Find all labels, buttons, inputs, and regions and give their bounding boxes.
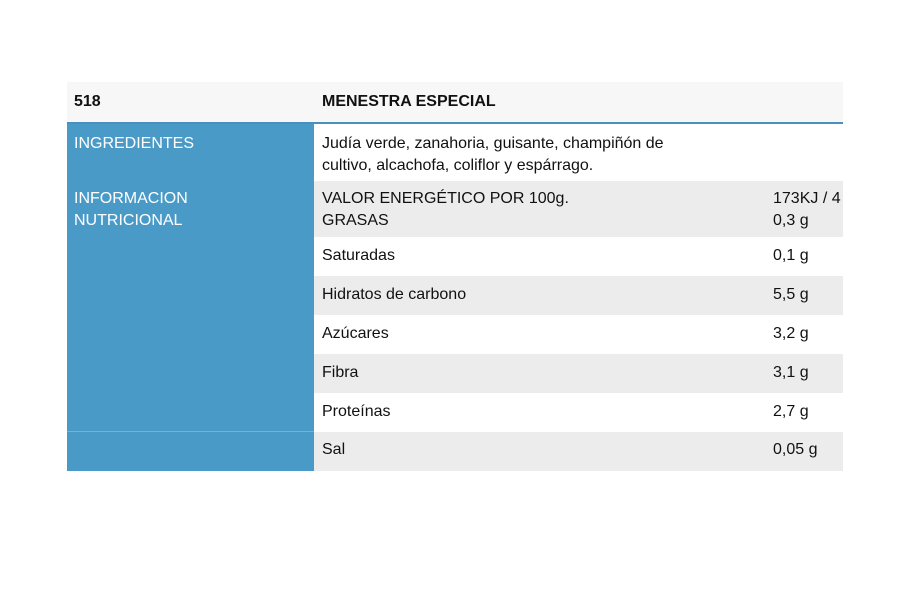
saturated-label: Saturadas [322, 247, 395, 264]
product-code: 518 [74, 93, 101, 110]
nutrition-row-saturated [314, 237, 843, 276]
nutrition-row-protein [314, 393, 843, 432]
fiber-label: Fibra [322, 364, 359, 381]
ingredients-line: Judía verde, zanahoria, guisante, champiñón de [322, 135, 664, 152]
energy-value: 173KJ / 4 [773, 190, 841, 207]
ingredients-text [322, 133, 742, 177]
salt-label: Sal [322, 441, 346, 458]
salt-value: 0,05 g [773, 441, 818, 458]
energy-label: VALOR ENERGÉTICO POR 100g. [322, 190, 569, 207]
ingredients-line: cultivo, alcachofa, coliflor y espárrago. [322, 157, 594, 174]
nutrition-label-line1: INFORMACION [74, 190, 188, 207]
nutrition-label-line2: NUTRICIONAL [74, 212, 183, 229]
nutrition-row-fiber [314, 354, 843, 393]
sugars-label: Azúcares [322, 325, 389, 342]
nutrition-row-sugars [314, 315, 843, 354]
protein-value: 2,7 g [773, 403, 809, 420]
fiber-value: 3,1 g [773, 364, 809, 381]
fat-value: 0,3 g [773, 212, 809, 229]
column-divider [67, 431, 314, 432]
protein-label: Proteínas [322, 403, 391, 420]
nutrition-row-carbs [314, 276, 843, 315]
ingredients-label: INGREDIENTES [74, 135, 195, 152]
nutrition-row-energy [314, 181, 843, 237]
product-header-row [67, 82, 843, 124]
sugars-value: 3,2 g [773, 325, 809, 342]
section-label-column [67, 124, 314, 471]
saturated-value: 0,1 g [773, 247, 809, 264]
carbs-value: 5,5 g [773, 286, 809, 303]
product-name: MENESTRA ESPECIAL [322, 93, 496, 110]
nutrition-row-salt [314, 432, 843, 471]
fat-label: GRASAS [322, 212, 389, 229]
carbs-label: Hidratos de carbono [322, 286, 467, 303]
product-spec-sheet [67, 82, 843, 471]
